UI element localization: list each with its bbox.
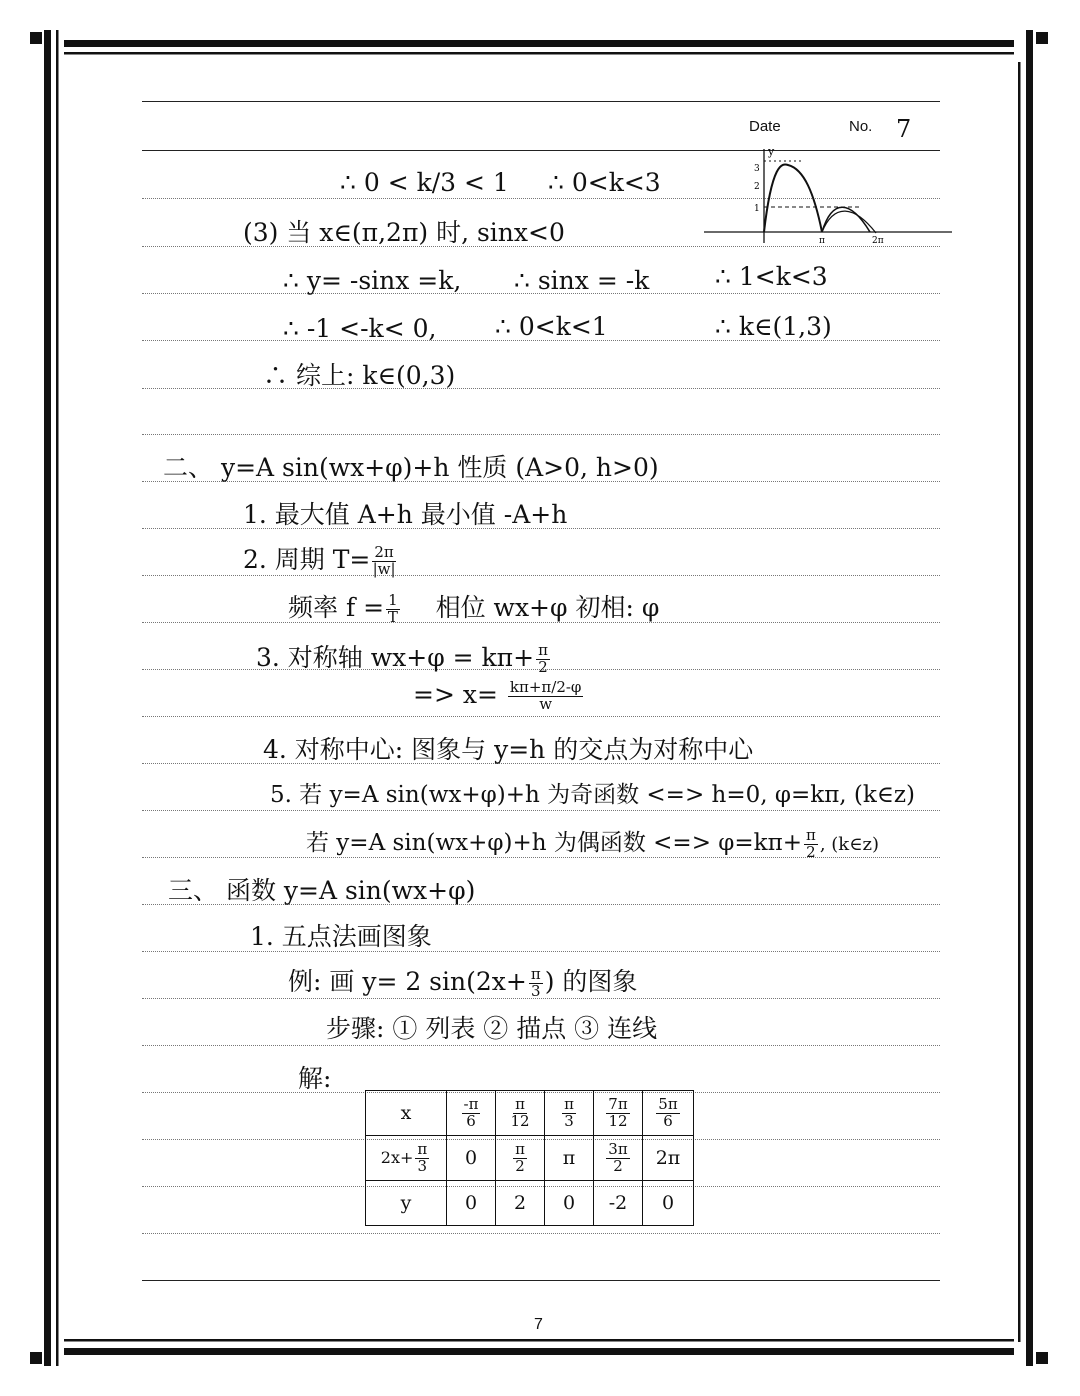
cell-numerator: 3π <box>608 1139 628 1158</box>
phase-text: 相位 wx+φ 初相: φ <box>435 593 660 622</box>
table-cell: 2π <box>643 1136 694 1181</box>
line-0-k-3: ∴ 0<k<3 <box>548 168 661 197</box>
line-1-k-3: ∴ 1<k<3 <box>715 262 828 291</box>
section-2-heading: 二、 y=A sin(wx+φ)+h 性质 (A>0, h>0) <box>163 453 659 482</box>
prop-1-max-min: 1. 最大值 A+h 最小值 -A+h <box>243 500 568 529</box>
solution-label: 解: <box>298 1064 332 1093</box>
prop-4-center: 4. 对称中心: 图象与 y=h 的交点为对称中心 <box>263 735 754 764</box>
axis-numerator: π <box>538 641 548 660</box>
cell-numerator: π <box>564 1094 574 1113</box>
example-denominator: 3 <box>530 982 541 1000</box>
prop-2-frequency <box>288 588 659 626</box>
example-numerator: π <box>530 965 541 984</box>
table-row <box>366 1091 694 1136</box>
line-0-k-1: ∴ 0<k<1 <box>495 312 608 341</box>
frequency-fraction <box>386 593 400 626</box>
cell-denominator: 2 <box>515 1156 525 1175</box>
row-label-2x-plus <box>366 1136 447 1181</box>
line-0-k-over-3: ∴ 0 < k/3 < 1 <box>340 168 509 197</box>
table-cell <box>643 1091 694 1136</box>
prop-2-period <box>243 540 398 578</box>
table-row <box>366 1181 694 1226</box>
cell-numerator: π <box>515 1094 525 1113</box>
table-cell: 0 <box>447 1181 496 1226</box>
table-cell: 0 <box>545 1181 594 1226</box>
frequency-text: 频率 f = <box>288 593 385 622</box>
solve-x-text: => x= <box>413 680 498 709</box>
cell-denominator: 2 <box>613 1156 623 1175</box>
period-numerator: 2π <box>374 543 394 562</box>
table-cell: 0 <box>643 1181 694 1226</box>
row2-label-text: 2x+ <box>380 1147 414 1167</box>
sine-sketch-graph <box>700 143 955 248</box>
even-text: 若 y=A sin(wx+φ)+h 为偶函数 <=> φ=kπ+ <box>306 830 802 856</box>
graph-x-tick-pi: π <box>819 236 825 246</box>
period-fraction <box>372 545 395 578</box>
line-k-in-1-3: ∴ k∈(1,3) <box>715 312 832 341</box>
cell-numerator: -π <box>463 1094 479 1113</box>
line-neg1-negk-0: ∴ -1 <-k< 0, <box>283 314 437 343</box>
table-cell: -2 <box>594 1181 643 1226</box>
page-no-value: 7 <box>896 115 912 143</box>
row2-label-numerator: π <box>417 1139 428 1158</box>
prop-3-solve-x <box>413 680 585 713</box>
example-fraction <box>529 967 543 1000</box>
prop-5-even <box>306 824 879 860</box>
solve-x-fraction <box>508 680 584 713</box>
axis-denominator: 2 <box>538 658 548 676</box>
example-text: 例: 画 y= 2 sin(2x+ <box>288 967 527 996</box>
table-cell <box>545 1091 594 1136</box>
table-cell <box>496 1091 545 1136</box>
no-label: No. <box>849 118 873 135</box>
table-cell <box>594 1091 643 1136</box>
graph-x-tick-2pi: 2π <box>872 236 884 246</box>
graph-y-axis-label: y <box>768 145 775 158</box>
prop-5-odd: 5. 若 y=A sin(wx+φ)+h 为奇函数 <=> h=0, φ=kπ, (k∈z) <box>270 782 915 808</box>
table-cell: 0 <box>447 1136 496 1181</box>
graph-y-tick-2: 2 <box>754 182 760 192</box>
steps-line: 步骤: ① 列表 ② 描点 ③ 连线 <box>326 1014 658 1043</box>
even-suffix: , (k∈z) <box>819 834 880 855</box>
axis-text: 3. 对称轴 wx+φ = kπ+ <box>256 643 535 672</box>
five-point-method: 1. 五点法画图象 <box>250 922 432 951</box>
page-number: 7 <box>534 1316 543 1333</box>
frequency-denominator: T <box>387 608 398 626</box>
section-3-heading: 三、 函数 y=A sin(wx+φ) <box>168 876 476 905</box>
row-label-y: y <box>366 1181 447 1226</box>
row2-label-denominator: 3 <box>417 1156 428 1175</box>
period-denominator: |w| <box>372 560 396 578</box>
table-cell <box>594 1136 643 1181</box>
solve-x-numerator: kπ+π/2-φ <box>509 678 582 697</box>
graph-y-tick-3: 3 <box>754 164 760 174</box>
cell-numerator: 5π <box>658 1094 678 1113</box>
line-case-3: (3) 当 x∈(π,2π) 时, sinx<0 <box>243 218 565 247</box>
table-cell: 2 <box>496 1181 545 1226</box>
even-denominator: 2 <box>806 842 816 861</box>
solve-x-denominator: w <box>539 695 553 713</box>
cell-denominator: 12 <box>608 1111 628 1130</box>
row-label-x: x <box>366 1091 447 1136</box>
line-sin-neg-k: ∴ sinx = -k <box>514 266 650 295</box>
table-cell <box>496 1136 545 1181</box>
cell-denominator: 12 <box>510 1111 530 1130</box>
table-cell: π <box>545 1136 594 1181</box>
frequency-numerator: 1 <box>388 591 398 610</box>
axis-fraction <box>536 643 550 676</box>
graph-y-tick-1: 1 <box>754 204 760 214</box>
even-numerator: π <box>805 825 816 844</box>
five-point-table <box>365 1090 694 1226</box>
prop-3-axis <box>256 638 552 676</box>
line-y-neg-sin: ∴ y= -sinx =k, <box>283 266 462 295</box>
table-cell <box>447 1091 496 1136</box>
prop-2-text: 2. 周期 T= <box>243 545 371 574</box>
cell-denominator: 6 <box>466 1111 476 1130</box>
even-fraction <box>804 825 818 861</box>
cell-numerator: 7π <box>608 1094 628 1113</box>
table-row <box>366 1136 694 1181</box>
cell-denominator: 3 <box>564 1111 574 1130</box>
line-conclusion: ∴ 综上: k∈(0,3) <box>263 361 456 390</box>
date-label: Date <box>749 118 781 135</box>
cell-denominator: 6 <box>663 1111 673 1130</box>
example-suffix: ) 的图象 <box>544 967 638 996</box>
cell-numerator: π <box>515 1139 525 1158</box>
example-line <box>288 962 637 1000</box>
